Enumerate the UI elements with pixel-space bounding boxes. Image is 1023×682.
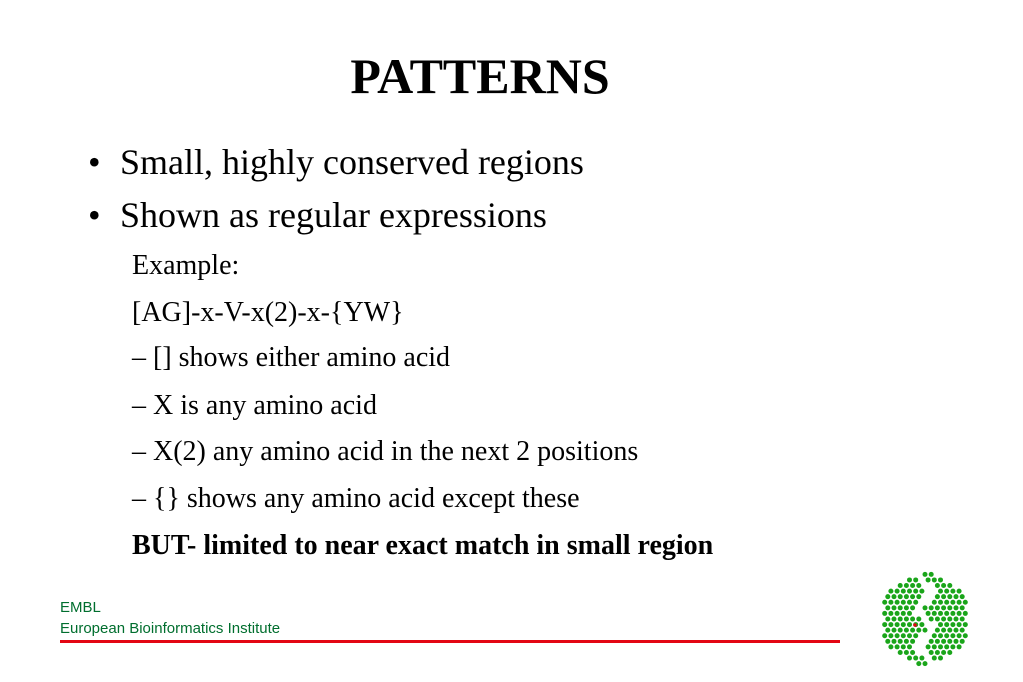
- logo-dot: [916, 583, 921, 588]
- logo-dot: [901, 600, 906, 605]
- logo-dot: [932, 633, 937, 638]
- logo-dot: [944, 644, 949, 649]
- logo-dot: [929, 617, 934, 622]
- logo-dot: [901, 611, 906, 616]
- embl-hexagon-logo-icon: [872, 565, 978, 673]
- logo-dot: [941, 583, 946, 588]
- logo-dot: [963, 600, 968, 605]
- logo-dot: [923, 661, 928, 666]
- logo-dot: [910, 617, 915, 622]
- logo-dot: [935, 650, 940, 655]
- logo-dot: [947, 650, 952, 655]
- logo-dot: [892, 628, 897, 633]
- logo-dot: [950, 589, 955, 594]
- logo-dot: [923, 572, 928, 577]
- logo-dot: [898, 628, 903, 633]
- logo-dot: [885, 605, 890, 610]
- logo-dot: [950, 600, 955, 605]
- logo-dot: [895, 611, 900, 616]
- logo-dot: [892, 594, 897, 599]
- logo-dot: [941, 639, 946, 644]
- logo-dot: [963, 633, 968, 638]
- logo-dot: [944, 633, 949, 638]
- logo-dot: [923, 605, 928, 610]
- logo-dot: [898, 617, 903, 622]
- logo-dot: [929, 605, 934, 610]
- logo-dot: [888, 600, 893, 605]
- logo-dot: [960, 617, 965, 622]
- logo-dot: [929, 650, 934, 655]
- logo-dot: [947, 605, 952, 610]
- logo-dot: [950, 611, 955, 616]
- logo-dot: [938, 633, 943, 638]
- logo-dot: [888, 611, 893, 616]
- logo-dot: [916, 628, 921, 633]
- logo-dot: [944, 611, 949, 616]
- logo-dot: [895, 633, 900, 638]
- sub-item-x: – X is any amino acid: [132, 390, 377, 421]
- logo-dot: [932, 600, 937, 605]
- logo-dot: [907, 644, 912, 649]
- logo-dot: [885, 617, 890, 622]
- logo-dot: [932, 577, 937, 582]
- logo-dot: [904, 594, 909, 599]
- logo-dot: [938, 600, 943, 605]
- logo-dot: [935, 617, 940, 622]
- logo-dot: [910, 650, 915, 655]
- sub-item-pattern: [AG]-x-V-x(2)-x-{YW}: [132, 297, 404, 328]
- logo-dot: [907, 600, 912, 605]
- logo-dot: [892, 639, 897, 644]
- logo-dot: [932, 611, 937, 616]
- logo-dot: [938, 622, 943, 627]
- logo-dot: [907, 577, 912, 582]
- logo-dot: [913, 577, 918, 582]
- logo-dot: [950, 644, 955, 649]
- logo-dot: [898, 583, 903, 588]
- logo-dot: [888, 589, 893, 594]
- bullet-item: [88, 195, 547, 235]
- logo-dot: [913, 656, 918, 661]
- logo-dot: [904, 617, 909, 622]
- logo-dot: [904, 650, 909, 655]
- logo-dot: [907, 589, 912, 594]
- logo-dot: [935, 639, 940, 644]
- logo-dot: [901, 589, 906, 594]
- logo-dot: [888, 633, 893, 638]
- conclusion-text: BUT- limited to near exact match in small region: [132, 530, 714, 561]
- logo-dot: [957, 633, 962, 638]
- logo-dot: [882, 622, 887, 627]
- logo-dot: [926, 644, 931, 649]
- logo-dot: [935, 594, 940, 599]
- logo-dot: [882, 633, 887, 638]
- logo-dot: [898, 650, 903, 655]
- logo-dot: [929, 572, 934, 577]
- sub-item-x2: – X(2) any amino acid in the next 2 positions: [132, 436, 639, 467]
- logo-dot: [954, 639, 959, 644]
- logo-dot: [910, 594, 915, 599]
- logo-dot: [957, 622, 962, 627]
- logo-dot: [932, 656, 937, 661]
- logo-dot: [910, 639, 915, 644]
- logo-dot: [960, 639, 965, 644]
- logo-dot: [941, 628, 946, 633]
- footer-rule: [60, 640, 840, 643]
- logo-dot: [947, 583, 952, 588]
- logo-dot: [901, 644, 906, 649]
- logo-dot: [926, 611, 931, 616]
- logo-dot: [944, 600, 949, 605]
- logo-dot: [885, 628, 890, 633]
- logo-dot: [960, 628, 965, 633]
- logo-dot: [913, 600, 918, 605]
- logo-dot: [935, 628, 940, 633]
- logo-dot: [957, 611, 962, 616]
- logo-dot: [938, 589, 943, 594]
- logo-dot: [919, 589, 924, 594]
- footer-org: EMBL: [60, 599, 101, 616]
- logo-dot: [882, 600, 887, 605]
- logo-dot: [898, 594, 903, 599]
- logo-dot: [919, 656, 924, 661]
- sub-item-braces: – {} shows any amino acid except these: [132, 483, 580, 514]
- logo-dot: [941, 594, 946, 599]
- logo-dot: [895, 589, 900, 594]
- logo-dot: [960, 605, 965, 610]
- logo-dot: [913, 633, 918, 638]
- logo-dot: [944, 589, 949, 594]
- bullet-dot: •: [88, 142, 101, 182]
- logo-dot: [904, 628, 909, 633]
- bullet-item: [88, 142, 584, 182]
- logo-dot: [898, 639, 903, 644]
- logo-dot: [932, 644, 937, 649]
- logo-dot: [957, 644, 962, 649]
- logo-dot: [901, 633, 906, 638]
- logo-dot: [882, 611, 887, 616]
- logo-dot: [907, 656, 912, 661]
- logo-dot: [907, 622, 912, 627]
- logo-dot: [954, 617, 959, 622]
- logo-dot: [885, 639, 890, 644]
- logo-dot: [947, 639, 952, 644]
- logo-dot: [892, 605, 897, 610]
- logo-dot: [954, 594, 959, 599]
- bullet-text: Small, highly conserved regions: [120, 142, 584, 182]
- logo-red-dot: [913, 623, 917, 627]
- logo-dot: [904, 639, 909, 644]
- logo-dot: [916, 617, 921, 622]
- logo-dot: [938, 611, 943, 616]
- logo-dot: [929, 639, 934, 644]
- logo-dot: [910, 628, 915, 633]
- logo-dot: [944, 622, 949, 627]
- logo-dot: [910, 583, 915, 588]
- logo-dot: [960, 594, 965, 599]
- logo-dot: [904, 605, 909, 610]
- logo-dot: [950, 622, 955, 627]
- logo-dot: [913, 589, 918, 594]
- logo-dot: [904, 583, 909, 588]
- logo-dot: [935, 605, 940, 610]
- logo-dot: [910, 605, 915, 610]
- logo-dot: [916, 661, 921, 666]
- logo-dot: [926, 577, 931, 582]
- logo-dot: [950, 633, 955, 638]
- logo-dot: [888, 644, 893, 649]
- logo-dot: [954, 628, 959, 633]
- logo-dot: [895, 644, 900, 649]
- logo-dot: [941, 650, 946, 655]
- logo-dot: [901, 622, 906, 627]
- logo-dot: [938, 656, 943, 661]
- logo-dot: [907, 633, 912, 638]
- sub-item-example-label: Example:: [132, 250, 240, 281]
- logo-dot: [938, 577, 943, 582]
- logo-dot: [895, 622, 900, 627]
- logo-dot: [892, 617, 897, 622]
- sub-item-brackets: – [] shows either amino acid: [132, 342, 451, 373]
- logo-dot: [885, 594, 890, 599]
- logo-dot: [954, 605, 959, 610]
- footer-institute: European Bioinformatics Institute: [60, 620, 281, 637]
- logo-dot: [957, 589, 962, 594]
- logo-dot: [919, 622, 924, 627]
- logo-dot: [923, 628, 928, 633]
- logo-dot: [963, 611, 968, 616]
- logo-dot: [907, 611, 912, 616]
- logo-dot: [963, 622, 968, 627]
- logo-dot: [947, 594, 952, 599]
- logo-dot: [947, 617, 952, 622]
- logo-dot: [895, 600, 900, 605]
- slide-title: PATTERNS: [350, 48, 610, 104]
- logo-dot: [941, 617, 946, 622]
- bullet-text: Shown as regular expressions: [120, 195, 547, 235]
- bullet-dot: •: [88, 195, 101, 235]
- logo-dot: [888, 622, 893, 627]
- logo-dot: [941, 605, 946, 610]
- logo-dot: [957, 600, 962, 605]
- logo-dot: [947, 628, 952, 633]
- logo-dot: [898, 605, 903, 610]
- logo-dot: [938, 644, 943, 649]
- logo-dot: [935, 583, 940, 588]
- logo-dot: [916, 594, 921, 599]
